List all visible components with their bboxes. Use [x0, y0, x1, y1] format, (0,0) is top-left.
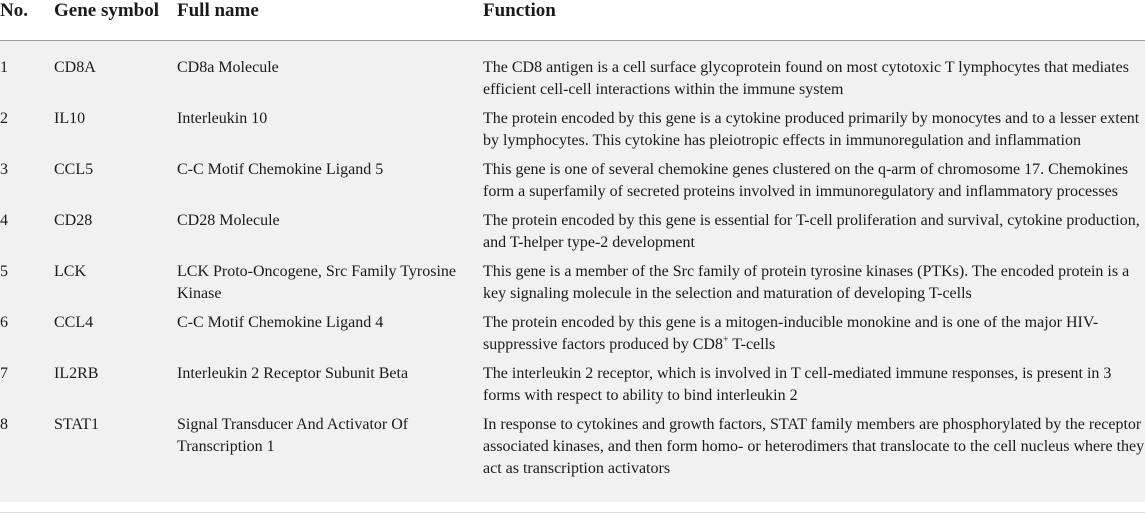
- cell-full-name: CD8a Molecule: [177, 59, 279, 76]
- cell-no: 7: [0, 365, 8, 382]
- cell-symbol: CCL5: [54, 161, 94, 178]
- cell-symbol: IL2RB: [54, 365, 99, 382]
- header-function: Function: [483, 0, 556, 21]
- header-full-name: Full name: [177, 0, 259, 21]
- superscript-plus: +: [722, 334, 729, 346]
- cell-function: This gene is a member of the Src family of protein tyrosine kinases (PTKs). The encoded protein is a key signaling molecule in the selection and maturation of developing T-cells: [483, 263, 1130, 302]
- cell-no: 4: [0, 212, 8, 229]
- table-row: [0, 356, 1145, 407]
- table-row: [0, 407, 1145, 502]
- table-row: [0, 305, 1145, 356]
- cell-function: This gene is one of several chemokine genes clustered on the q-arm of chromosome 17. Chemokines form a superfamily of secreted proteins involved in immunoregulatory and inflammatory processes: [483, 161, 1129, 200]
- cell-symbol: STAT1: [54, 416, 99, 433]
- cell-function: The protein encoded by this gene is essential for T-cell proliferation and survival, cytokine production, and T-helper type-2 development: [483, 212, 1140, 251]
- cell-function: The protein encoded by this gene is a cytokine produced primarily by monocytes and to a lesser extent by lymphocytes. This cytokine has pleiotropic effects in immunoregulation and inflammation: [483, 110, 1140, 149]
- cell-no: 8: [0, 416, 8, 433]
- cell-symbol: CD8A: [54, 59, 96, 76]
- cell-no: 3: [0, 161, 8, 178]
- cell-full-name: Interleukin 2 Receptor Subunit Beta: [177, 365, 409, 382]
- header-gene-symbol: Gene symbol: [54, 0, 160, 21]
- cell-function: In response to cytokines and growth factors, STAT family members are phosphorylated by the receptor associated kinases, and then form homo- or heterodimers that translocate to the cell nucleus where they act as transcription activators: [483, 416, 1145, 477]
- cell-function: The interleukin 2 receptor, which is involved in T cell-mediated immune responses, is present in 3 forms with respect to ability to bind interleukin 2: [483, 365, 1112, 404]
- function-text: The protein encoded by this gene is a mitogen-inducible monokine and is one of the major HIV-suppressive factors produced by CD8: [483, 314, 1099, 353]
- cell-no: 2: [0, 110, 8, 127]
- cell-full-name: Signal Transducer And Activator Of Transcription 1: [177, 416, 409, 455]
- cell-full-name: C-C Motif Chemokine Ligand 5: [177, 161, 384, 178]
- cell-full-name: LCK Proto-Oncogene, Src Family Tyrosine Kinase: [177, 263, 456, 302]
- table-row: [0, 203, 1145, 254]
- cell-no: 1: [0, 59, 8, 76]
- cell-no: 5: [0, 263, 8, 280]
- header-no: No.: [0, 0, 28, 21]
- cell-function: The CD8 antigen is a cell surface glycoprotein found on most cytotoxic T lymphocytes that mediates efficient cell-cell interactions within the immune system: [483, 59, 1129, 98]
- table-header-row: [0, 0, 1145, 41]
- cell-full-name: C-C Motif Chemokine Ligand 4: [177, 314, 384, 331]
- function-text-end: T-cells: [728, 336, 776, 353]
- cell-symbol: LCK: [54, 263, 86, 280]
- cell-function: [483, 305, 1145, 356]
- cell-symbol: CD28: [54, 212, 93, 229]
- cell-symbol: CCL4: [54, 314, 94, 331]
- table-row: [0, 101, 1145, 152]
- cell-full-name: CD28 Molecule: [177, 212, 280, 229]
- table-row: [0, 41, 1145, 102]
- table-row: [0, 254, 1145, 305]
- cell-full-name: Interleukin 10: [177, 110, 268, 127]
- cell-symbol: IL10: [54, 110, 86, 127]
- cell-no: 6: [0, 314, 8, 331]
- table-row: [0, 152, 1145, 203]
